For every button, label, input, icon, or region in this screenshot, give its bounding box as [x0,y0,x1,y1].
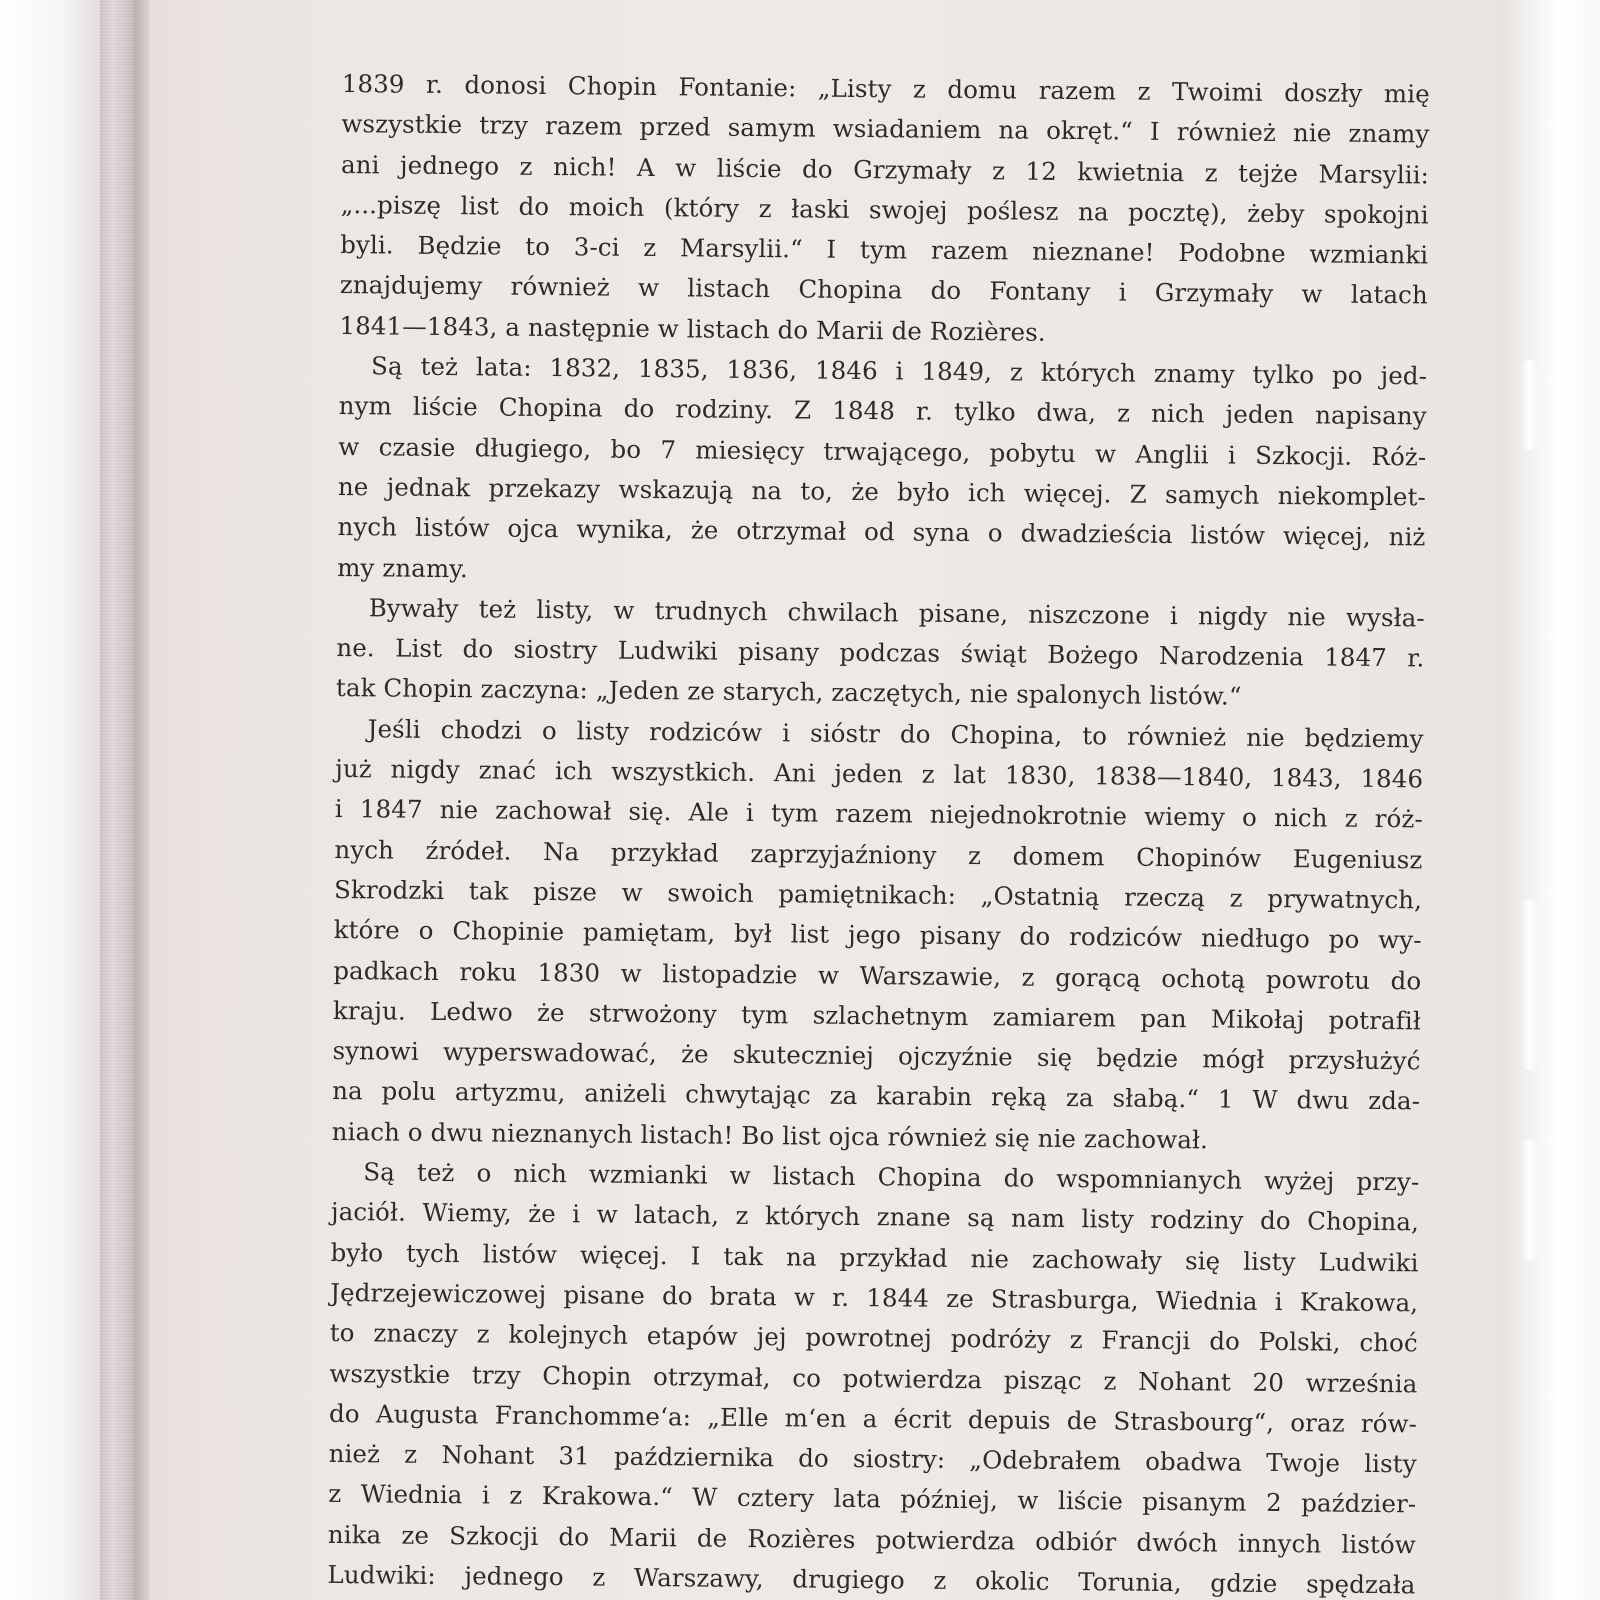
book-cover-edge [0,0,112,1600]
text-line: byli. Będzie to 3-ci z Marsylii.“ I tym razem nieznane! Podobne wzmianki [340,230,1429,270]
glare-highlight [1520,1140,1538,1260]
text-line: w czasie długiego, bo 7 miesięcy trwającego, pobytu w Anglii i Szkocji. Róż- [338,431,1427,472]
text-line: ne. List do siostry Ludwiki pisany podczas świąt Bożego Narodzenia 1847 r. [336,633,1425,673]
paragraph [339,64,1430,357]
text-line: Ludwiki: jednego z Warszawy, drugiego z okolic Torunia, gdzie spędzała [327,1559,1416,1600]
text-line: wszystkie trzy razem przed samym wsiadaniem na okręt.“ I również nie znamy [341,109,1430,149]
text-line: wszystkie trzy Chopin otrzymał, co potwierdza pisząc z Nohant 20 września [329,1358,1418,1398]
text-line: synowi wyperswadować, że skuteczniej ojczyźnie się będzie mógł przysłużyć [332,1036,1421,1076]
paragraph [336,588,1425,719]
text-line: Są też lata: 1832, 1835, 1836, 1846 i 1849, z których znamy tylko po jed- [370,351,1428,391]
text-line: 1841—1843, a następnie w listach do Marii de Rozières. [339,310,1046,347]
text-line: znajdujemy również w listach Chopina do Fontany i Grzymały w latach [339,270,1428,310]
text-line: Jeśli chodzi o listy rodziców i sióstr do Chopina, to również nie będziemy [367,714,1424,754]
text-line: już nigdy znać ich wszystkich. Ani jeden z lat 1830, 1838—1840, 1843, 1846 [335,754,1424,794]
glare-highlight [1520,360,1538,450]
text-line: nika ze Szkocji do Marii de Rozières potwierdza odbiór dwóch innych listów [327,1519,1416,1560]
glare-highlight [1520,900,1538,1070]
text-line: Jędrzejewiczowej pisane do brata w r. 1844 ze Strasburga, Wiednia i Krakowa, [330,1277,1419,1318]
text-line: nych listów ojca wynika, że otrzymał od syna o dwadzieścia listów więcej, niż [337,512,1426,552]
text-line: jaciół. Wiemy, że i w latach, z których znane są nam listy rodziny do Chopina, [330,1197,1420,1237]
text-line: kraju. Ledwo że strwożony tym szlachetnym zamiarem pan Mikołaj potrafił [332,995,1422,1036]
text-line: nież z Nohant 31 października do siostry: „Odebrałem obadwa Twoje listy [328,1439,1417,1479]
paragraph [332,709,1424,1163]
book-spine-cloth [100,0,136,1600]
text-line: niach o dwu nieznanych listach! Bo list ojca również się nie zachował. [331,1116,1209,1155]
text-line: padkach roku 1830 w listopadzie w Warszawie, z gorącą ochotą powrotu do [333,955,1422,995]
text-line: na polu artyzmu, aniżeli chwytając za karabin ręką za słabą.“ 1 W dwu zda- [332,1076,1421,1116]
paragraph [327,1152,1419,1600]
text-line: 1839 r. donosi Chopin Fontanie: „Listy z domu razem z Twoimi doszły mię [341,68,1430,109]
text-line: i 1847 nie zachował się. Ale i tym razem niejednokrotnie wiemy o nich z róż- [334,794,1423,834]
text-line: tak Chopin zaczyna: „Jeden ze starych, zaczętych, nie spalonych listów.“ [335,673,1242,712]
text-line: Skrodzki tak pisze w swoich pamiętnikach: „Ostatnią rzeczą z prywatnych, [333,874,1423,915]
page-text [327,64,1430,1600]
text-line: Bywały też listy, w trudnych chwilach pisane, niszczone i nigdy nie wysła- [368,593,1425,633]
text-line: które o Chopinie pamiętam, był list jego pisany do rodziców niedługo po wy- [333,915,1422,955]
text-line: „...piszę list do moich (który z łaski swojej poślesz na pocztę), żeby spokojni [340,189,1429,230]
page-edge [1500,0,1600,1600]
text-line: ani jednego z nich! A w liście do Grzymały z 12 kwietnia z tejże Marsylii: [340,149,1430,190]
text-line: nych źródeł. Na przykład zaprzyjaźniony z domem Chopinów Eugeniusz [334,834,1423,875]
text-line: my znamy. [337,552,468,583]
text-line: było tych listów więcej. I tak na przykład nie zachowały się listy Ludwiki [330,1237,1419,1277]
text-line: do Augusta Franchomme‘a: „Elle m‘en a écrit depuis de Strasbourg“, oraz rów- [328,1398,1418,1439]
text-line: ne jednak przekazy wskazują na to, że było ich więcej. Z samych niekomplet- [337,471,1427,512]
text-line: nym liście Chopina do rodziny. Z 1848 r. tylko dwa, z nich jeden napisany [338,391,1427,431]
text-line: to znaczy z kolejnych etapów jej powrotnej podróży z Francji do Polski, choć [329,1318,1418,1358]
text-line: z Wiednia i z Krakowa.“ W cztery lata później, w liście pisanym 2 paździer- [328,1479,1417,1519]
text-line: Są też o nich wzmianki w listach Chopina do wspomnianych wyżej przy- [363,1157,1420,1197]
paragraph [337,346,1427,598]
